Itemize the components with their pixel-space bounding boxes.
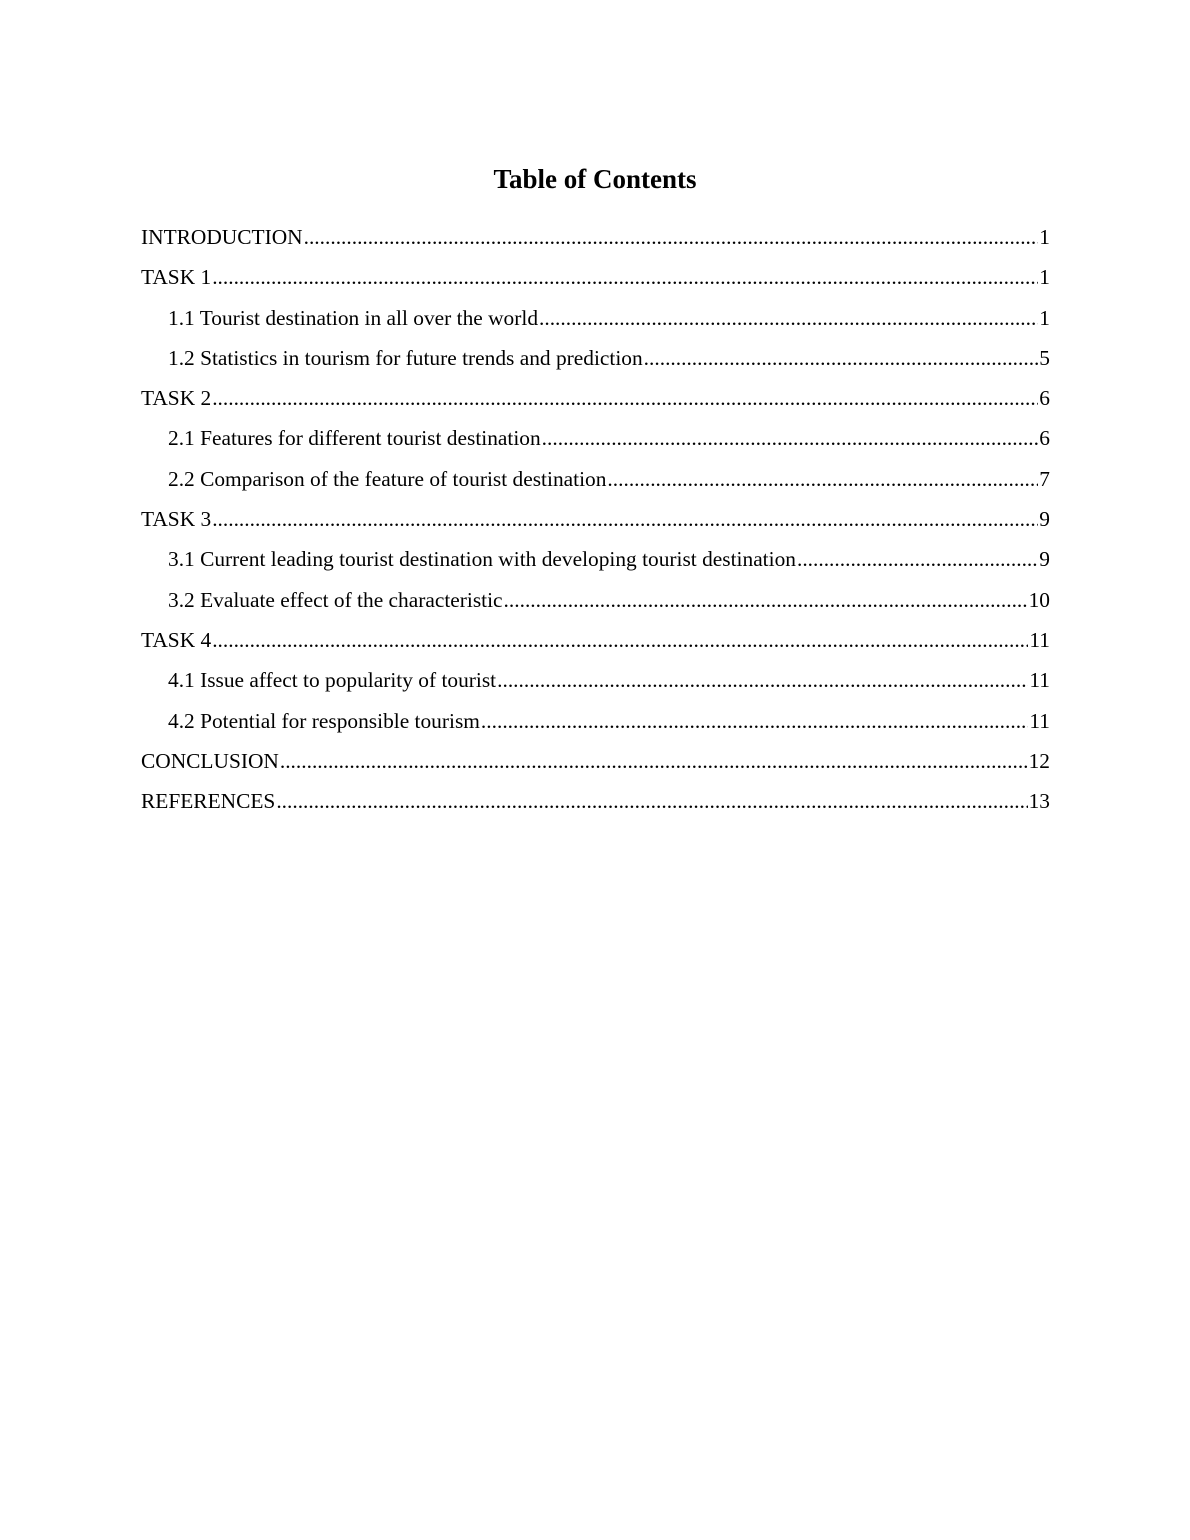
toc-entry-page-number: 6	[1039, 386, 1050, 411]
toc-entry-label: TASK 4	[141, 627, 212, 652]
toc-entry-page-number: 5	[1039, 345, 1050, 370]
toc-entry[interactable]	[141, 580, 1050, 620]
toc-entry-label: CONCLUSION	[141, 748, 279, 773]
toc-entry[interactable]	[141, 459, 1050, 499]
toc-entry[interactable]	[141, 660, 1050, 700]
toc-entry-page-number: 11	[1029, 708, 1050, 733]
toc-dot-leader	[644, 338, 1039, 378]
toc-entry-label: INTRODUCTION	[141, 225, 303, 249]
toc-entry-label: 4.2 Potential for responsible tourism	[168, 708, 480, 733]
toc-entry[interactable]	[141, 418, 1050, 458]
toc-entry-page-number: 9	[1039, 547, 1050, 572]
toc-entry-page-number: 7	[1039, 466, 1050, 491]
toc-dot-leader	[212, 499, 1038, 539]
toc-list	[141, 217, 1050, 821]
toc-entry[interactable]	[141, 338, 1050, 378]
toc-entry-page-number: 1	[1039, 225, 1050, 249]
toc-entry-label: REFERENCES	[141, 789, 276, 814]
toc-entry[interactable]	[141, 701, 1050, 741]
toc-dot-leader	[212, 257, 1038, 297]
toc-entry[interactable]	[141, 499, 1050, 539]
toc-dot-leader	[280, 741, 1028, 781]
toc-dot-leader	[481, 701, 1028, 741]
toc-entry[interactable]	[141, 378, 1050, 418]
toc-entry[interactable]	[141, 298, 1050, 338]
toc-entry-page-number: 11	[1029, 668, 1050, 693]
toc-entry-page-number: 1	[1039, 265, 1050, 290]
toc-dot-leader	[212, 620, 1028, 660]
toc-entry[interactable]	[141, 741, 1050, 781]
toc-entry-label: 3.1 Current leading tourist destination with developing tourist destination	[168, 547, 796, 572]
toc-entry-page-number: 1	[1039, 305, 1050, 330]
toc-dot-leader	[504, 580, 1028, 620]
toc-dot-leader	[542, 418, 1039, 458]
toc-entry-label: 3.2 Evaluate effect of the characteristic	[168, 587, 503, 612]
toc-entry[interactable]	[141, 539, 1050, 579]
toc-entry-page-number: 12	[1028, 748, 1050, 773]
toc-entry-page-number: 6	[1039, 426, 1050, 451]
toc-entry[interactable]	[141, 257, 1050, 297]
toc-entry-label: 1.1 Tourist destination in all over the world	[168, 305, 539, 330]
toc-entry-page-number: 10	[1028, 587, 1050, 612]
toc-entry-label: TASK 2	[141, 386, 212, 411]
toc-title: Table of Contents	[493, 164, 697, 194]
toc-dot-leader	[497, 660, 1028, 700]
toc-dot-leader	[607, 459, 1038, 499]
toc-entry-label: 2.2 Comparison of the feature of tourist destination	[168, 466, 607, 491]
toc-entry-label: 2.1 Features for different tourist destination	[168, 426, 541, 451]
toc-entry[interactable]	[141, 781, 1050, 821]
toc-dot-leader	[797, 539, 1038, 579]
toc-entry[interactable]	[141, 620, 1050, 660]
toc-dot-leader	[304, 217, 1039, 257]
toc-entry-page-number: 9	[1039, 507, 1050, 532]
toc-entry-label: 4.1 Issue affect to popularity of tourist	[168, 668, 497, 693]
toc-entry-label: TASK 1	[141, 265, 212, 290]
toc-entry-label: TASK 3	[141, 507, 212, 532]
toc-dot-leader	[212, 378, 1038, 418]
toc-dot-leader	[276, 781, 1027, 821]
toc-entry-label: 1.2 Statistics in tourism for future trends and prediction	[168, 345, 643, 370]
toc-entry-page-number: 13	[1028, 789, 1050, 814]
toc-entry[interactable]	[141, 217, 1050, 257]
toc-dot-leader	[539, 298, 1038, 338]
toc-entry-page-number: 11	[1029, 627, 1050, 652]
